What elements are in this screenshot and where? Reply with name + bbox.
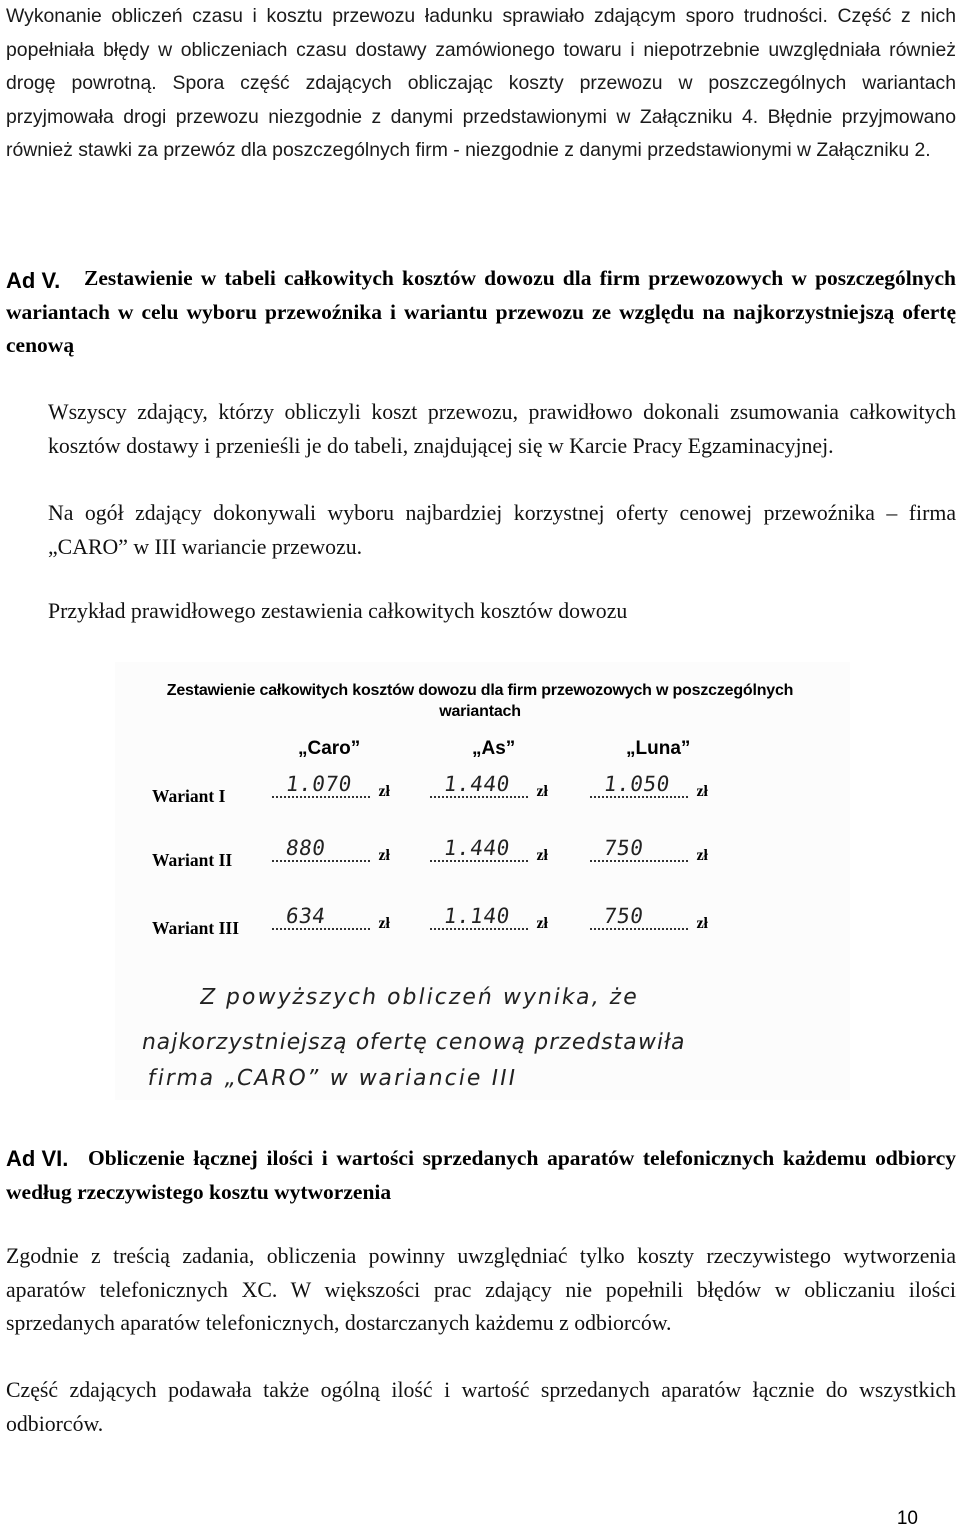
unit-label: zł [378,847,390,864]
cell-caro-wariant-i [272,774,402,804]
cell-luna-wariant-ii [590,838,720,868]
unit-label: zł [696,847,708,864]
cell-value: 750 [602,904,646,928]
unit-label: zł [378,783,390,800]
row-label-wariant-i: Wariant I [152,786,226,806]
unit-label: zł [696,783,708,800]
cell-caro-wariant-ii [272,838,402,868]
section-vi-paragraph-2: Część zdających podawała także ogólną ilość i wartość sprzedanych aparatów łącznie do wszystkich odbiorców. [6,1378,956,1436]
handwritten-line-3: firma „CARO” w wariancie III [145,1066,520,1091]
cell-value: 750 [602,836,646,860]
firm-header-caro: „Caro” [298,738,361,759]
example-caption: Przykład prawidłowego zestawienia całkowitych kosztów dowozu [48,599,628,623]
dotted-line [430,860,528,862]
section-v-paragraph-1: Wszyscy zdający, którzy obliczyli koszt przewozu, prawidłowo dokonali zsumowania całkowitych kosztów dostawy i przenieśli je do tabeli, znajdującej się w Karcie Pracy Egzaminacyjnej. [48,400,956,458]
unit-label: zł [536,783,548,800]
unit-label: zł [536,847,548,864]
page-number: 10 [896,1508,918,1529]
unit-label: zł [696,915,708,932]
section-vi-paragraph-1: Zgodnie z treścią zadania, obliczenia powinny uwzględniać tylko koszty rzeczywistego wytworzenia aparatów telefonicznych XC. W większości prac zdający nie popełnili błędów w obliczaniu ilości sprzedanych aparatów telefonicznych, dostarczanych każdemu z odbiorców. [6,1244,956,1335]
scan-table-title: Zestawienie całkowitych kosztów dowozu dla firm przewozowych w poszczególnych wariantach [166,682,794,720]
section-vi-title: Obliczenie łącznej ilości i wartości sprzedanych aparatów telefonicznych każdemu odbiorcy według rzeczywistego kosztu wytworzenia [6,1146,956,1204]
dotted-line [590,928,688,930]
row-label-wariant-iii: Wariant III [152,918,240,938]
unit-label: zł [378,915,390,932]
firm-header-luna: „Luna” [626,738,691,759]
row-label-wariant-ii: Wariant II [152,850,233,870]
unit-label: zł [536,915,548,932]
cell-luna-wariant-i [590,774,720,804]
firm-header-as: „As” [472,738,516,759]
cell-value: 1.440 [442,772,512,796]
cell-value: 1.070 [284,772,354,796]
section-v-heading [6,262,956,372]
section-vi-label: Ad VI. [6,1146,69,1171]
dotted-line [430,928,528,930]
section-v-title: Zestawienie w tabeli całkowitych kosztów dowozu dla firm przewozowych w poszczególnych wariantach w celu wyboru przewoźnika i wariantu przewozu ze względu na najkorzystniejszą ofertę cenową [6,266,956,357]
dotted-line [272,796,370,798]
handwritten-line-2: najkorzystniejszą ofertę cenową przedstawiła [139,1030,688,1055]
cell-as-wariant-i [430,774,560,804]
handwritten-line-1: Z powyższych obliczeń wynika, że [197,985,642,1010]
dotted-line [590,796,688,798]
cell-value: 1.440 [442,836,512,860]
section-vi-heading [6,1142,956,1212]
dotted-line [590,860,688,862]
cell-as-wariant-ii [430,838,560,868]
cell-caro-wariant-iii [272,906,402,936]
cell-value: 1.050 [602,772,672,796]
dotted-line [430,796,528,798]
dotted-line [272,928,370,930]
cell-value: 880 [284,836,328,860]
intro-paragraph: Wykonanie obliczeń czasu i kosztu przewozu ładunku sprawiało zdającym sporo trudności. Część z nich popełniała błędy w obliczeniach czasu dostawy zamówionego towaru i niepotrzebnie uwzględniała również drogę powrotną. Spora część zdających obliczając koszty przewozu w poszczególnych wariantach przyjmowała drogi przewozu niezgodnie z danymi przedstawionymi w Załączniku 4. Błędnie przyjmowano również stawki za przewóz dla poszczególnych firm - niezgodnie z danymi przedstawionymi w Załączniku 2. [6,5,956,162]
cell-value: 634 [284,904,328,928]
dotted-line [272,860,370,862]
section-v-label: Ad V. [6,268,61,293]
cell-luna-wariant-iii [590,906,720,936]
section-v-paragraph-2: Na ogół zdający dokonywali wyboru najbardziej korzystnej oferty cenowej przewoźnika – firma „CARO” w III wariancie przewozu. [48,501,956,559]
cell-value: 1.140 [442,904,512,928]
cell-as-wariant-iii [430,906,560,936]
